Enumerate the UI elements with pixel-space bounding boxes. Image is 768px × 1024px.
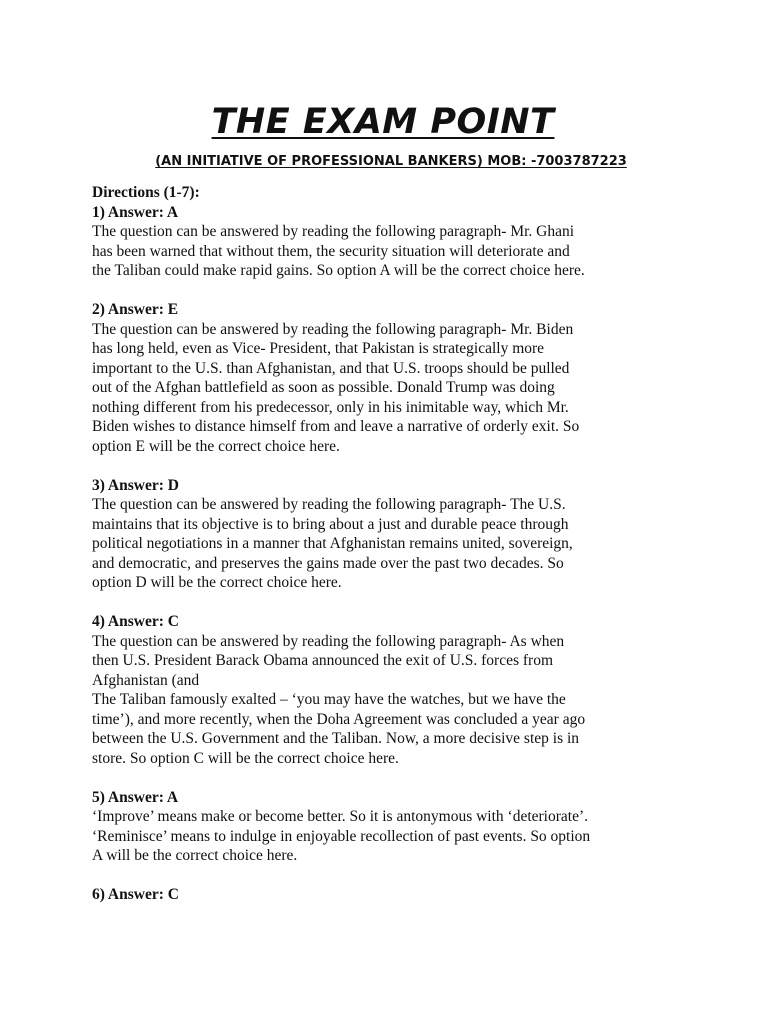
explanation-line: time’), and more recently, when the Doha Agreement was concluded a year ago (92, 710, 586, 728)
page-title: THE EXAM POINT (211, 102, 555, 142)
answer-block (92, 300, 682, 456)
answer-block (92, 612, 682, 768)
explanation-line: political negotiations in a manner that Afghanistan remains united, sovereign, (92, 535, 573, 552)
explanation-line: has been warned that without them, the security situation will deteriorate and (92, 242, 570, 260)
page-subtitle: (AN INITIATIVE OF PROFESSIONAL BANKERS) MOB: -7003787223 (155, 154, 627, 169)
explanation-line: the Taliban could make rapid gains. So option A will be the correct choice here. (92, 262, 585, 279)
explanation-line: option D will be the correct choice here. (92, 574, 342, 591)
answer-block (92, 885, 682, 905)
explanation-line: between the U.S. Government and the Taliban. Now, a more decisive step is in (92, 730, 580, 747)
explanation-line: A will be the correct choice here. (92, 847, 298, 864)
explanation-line: and democratic, and preserves the gains made over the past two decades. So (92, 554, 564, 572)
explanation-line: Afghanistan (and (92, 671, 200, 689)
answer-block (92, 203, 682, 281)
explanation-line: Biden wishes to distance himself from and leave a narrative of orderly exit. So (92, 418, 580, 435)
explanation-line: has long held, even as Vice- President, that Pakistan is strategically more (92, 340, 545, 357)
explanation-line: ‘Improve’ means make or become better. So it is antonymous with ‘deteriorate’. (92, 808, 588, 825)
explanation-line: The question can be answered by reading the following paragraph- Mr. Biden (92, 320, 574, 338)
explanation-line: The question can be answered by reading the following paragraph- The U.S. (92, 496, 566, 513)
answer-heading: 5) Answer: A (92, 788, 179, 806)
answer-heading: 1) Answer: A (92, 203, 179, 221)
answer-heading: 2) Answer: E (92, 301, 179, 318)
answer-block (92, 476, 682, 593)
explanation-line: The question can be answered by reading the following paragraph- As when (92, 632, 565, 650)
explanation-line: The question can be answered by reading the following paragraph- Mr. Ghani (92, 223, 575, 240)
answer-heading: 3) Answer: D (92, 476, 179, 494)
explanation-line: option E will be the correct choice here. (92, 437, 340, 455)
answer-heading: 6) Answer: C (92, 886, 179, 903)
explanation-line: nothing different from his predecessor, only in his inimitable way, which Mr. (92, 398, 569, 416)
explanation-line: out of the Afghan battlefield as soon as possible. Donald Trump was doing (92, 379, 555, 396)
answer-block (92, 788, 682, 866)
directions-heading: Directions (1-7): (92, 184, 200, 201)
explanation-line: The Taliban famously exalted – ‘you may have the watches, but we have the (92, 691, 566, 708)
explanation-line: store. So option C will be the correct choice here. (92, 749, 399, 767)
explanation-line: maintains that its objective is to bring about a just and durable peace through (92, 515, 569, 533)
answers-list (92, 203, 682, 905)
explanation-line: important to the U.S. than Afghanistan, and that U.S. troops should be pulled (92, 359, 570, 377)
answer-heading: 4) Answer: C (92, 613, 179, 630)
explanation-line: ‘Reminisce’ means to indulge in enjoyable recollection of past events. So option (92, 827, 591, 845)
explanation-line: then U.S. President Barack Obama announced the exit of U.S. forces from (92, 652, 553, 669)
